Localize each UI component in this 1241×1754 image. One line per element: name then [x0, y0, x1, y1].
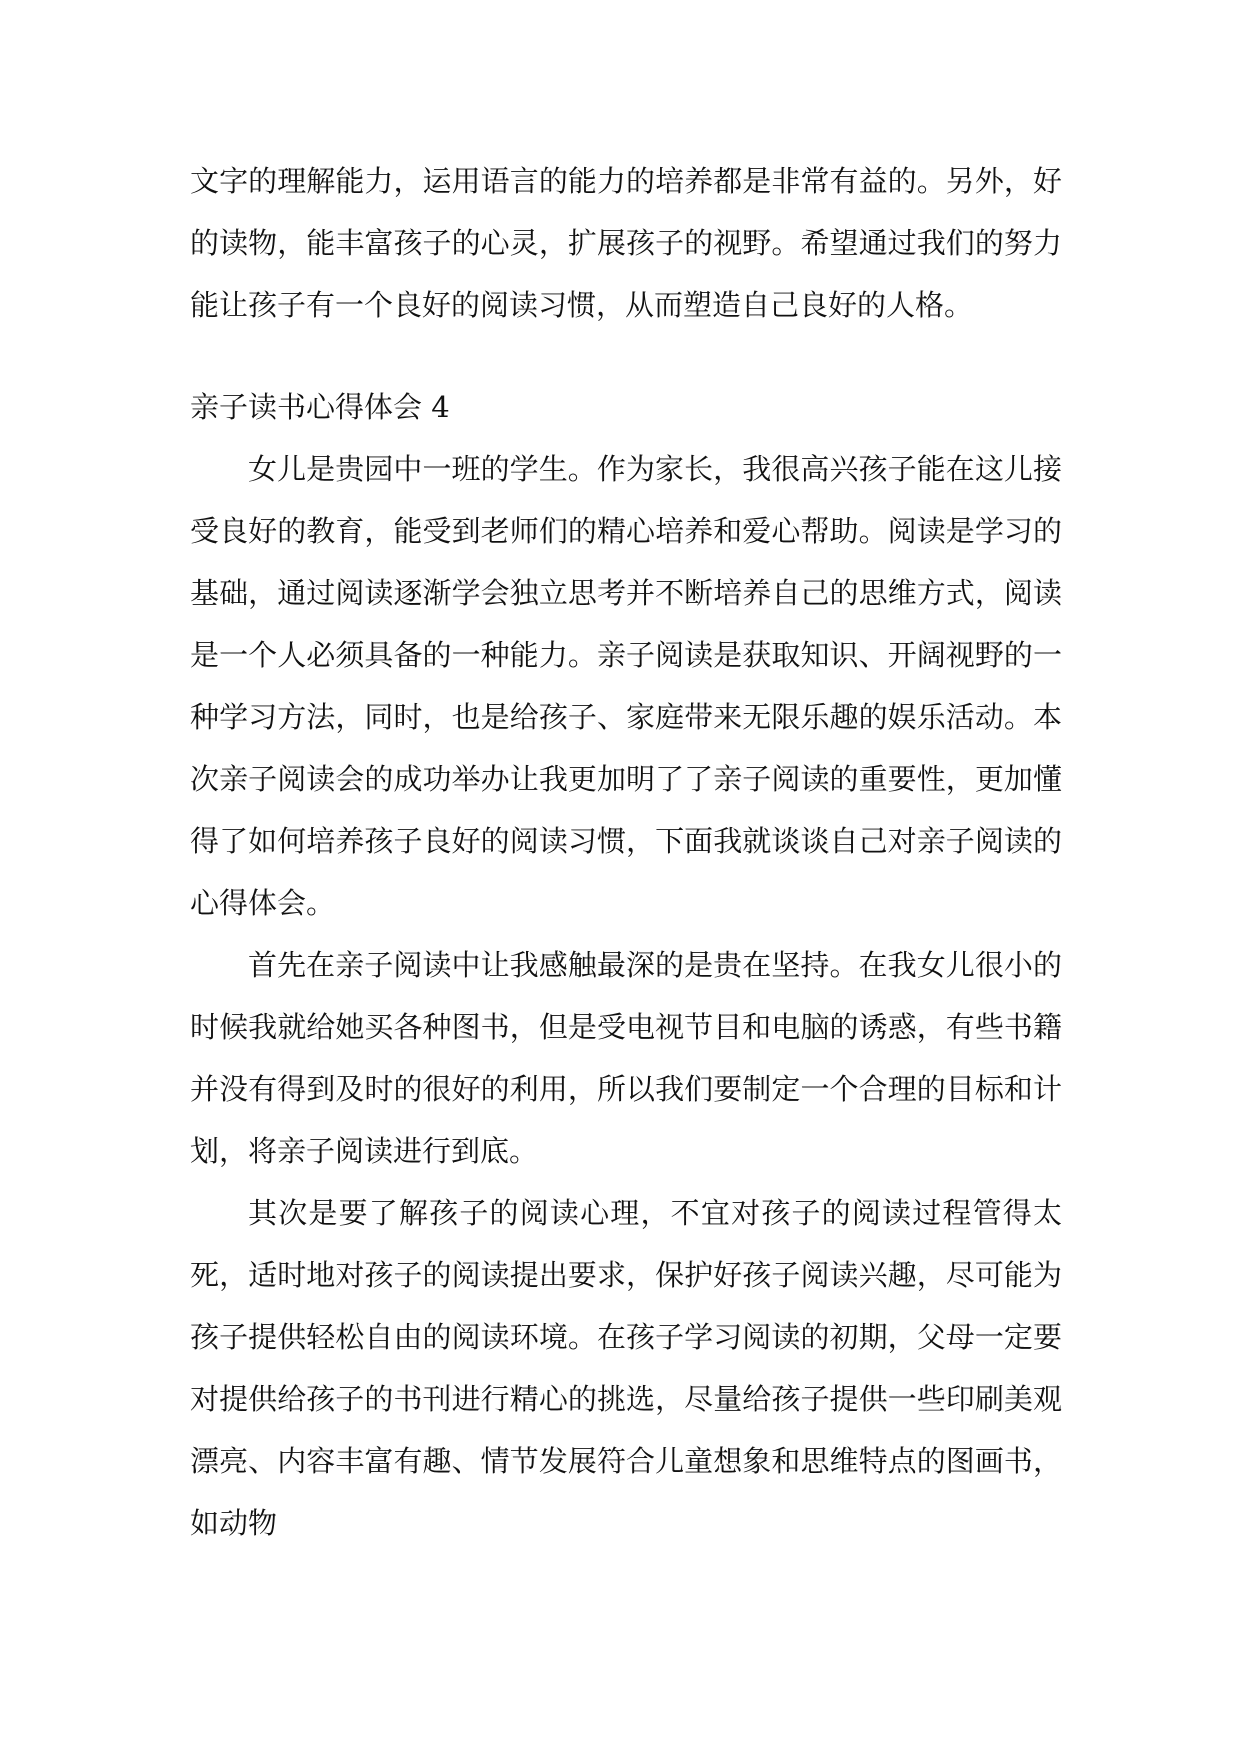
- section-title: 亲子读书心得体会 4: [190, 390, 450, 424]
- intro-paragraph: 文字的理解能力，运用语言的能力的培养都是非常有益的。另外，好的读物，能丰富孩子的心灵，扩展孩子的视野。希望通过我们的努力能让孩子有一个良好的阅读习惯，从而塑造自己良好的人格。: [190, 164, 1062, 322]
- document-body: [190, 150, 1062, 1554]
- body-paragraph-1: 女儿是贵园中一班的学生。作为家长，我很高兴孩子能在这儿接受良好的教育，能受到老师们的精心培养和爱心帮助。阅读是学习的基础，通过阅读逐渐学会独立思考并不断培养自己的思维方式，阅读是一个人必须具备的一种能力。亲子阅读是获取知识、开阔视野的一种学习方法，同时，也是给孩子、家庭带来无限乐趣的娱乐活动。本次亲子阅读会的成功举办让我更加明了了亲子阅读的重要性，更加懂得了如何培养孩子良好的阅读习惯，下面我就谈谈自己对亲子阅读的心得体会。: [190, 452, 1062, 920]
- body-paragraph-2: 首先在亲子阅读中让我感触最深的是贵在坚持。在我女儿很小的时候我就给她买各种图书，但是受电视节目和电脑的诱惑，有些书籍并没有得到及时的很好的利用，所以我们要制定一个合理的目标和计划，将亲子阅读进行到底。: [190, 948, 1062, 1168]
- body-paragraph-3: 其次是要了解孩子的阅读心理，不宜对孩子的阅读过程管得太死，适时地对孩子的阅读提出要求，保护好孩子阅读兴趣，尽可能为孩子提供轻松自由的阅读环境。在孩子学习阅读的初期，父母一定要对提供给孩子的书刊进行精心的挑选，尽量给孩子提供一些印刷美观漂亮、内容丰富有趣、情节发展符合儿童想象和思维特点的图画书，如动物: [190, 1196, 1062, 1540]
